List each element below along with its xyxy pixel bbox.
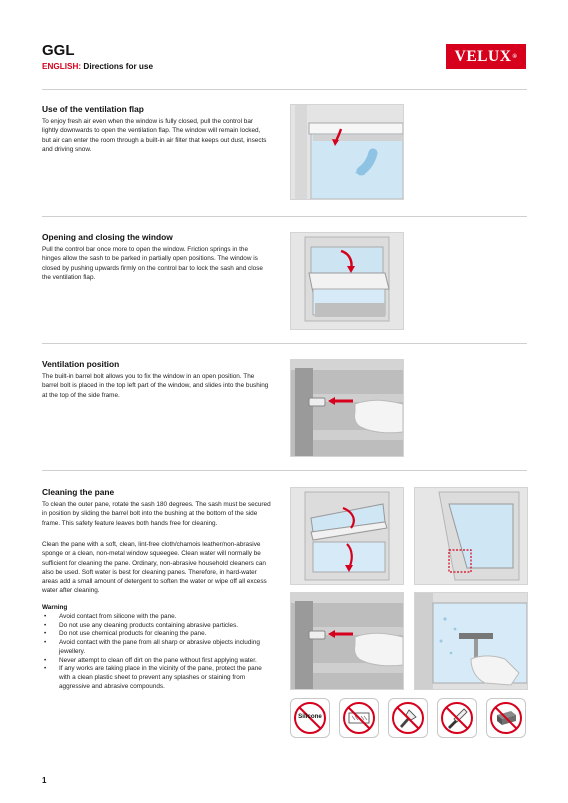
logo-text: VELUX <box>454 47 512 65</box>
section-body-cleaning-method: Clean the pane with a soft, clean, lint-free cloth/chamois leather/non-abrasive sponge or a clean, non-metal window squeegee. Clean water will normally be sufficient for cleaning the pane. Ordinary, non-abrasive household cleaners can also be used. Soft water is best for cleaning panes. Therefore, in hard-water areas add a small amount of detergent to soften the water or wipe off all excess water after cleaning. <box>42 541 267 595</box>
document-title: GGL <box>42 42 75 59</box>
figure-squeegee <box>414 592 528 690</box>
section-body-cleaning-intro: To clean the outer pane, rotate the sash 180 degrees. The sash must be secured in position by sliding the barrel bolt into the bushing at the bottom of the side frame. This safety feature leaves both hands free for cleaning. <box>42 501 271 527</box>
no-abrasive-icon <box>339 698 379 738</box>
velux-logo <box>446 44 526 69</box>
warning-heading: Warning <box>42 604 68 611</box>
figure-rotate-sash <box>290 487 404 585</box>
no-scraper-icon <box>388 698 428 738</box>
warning-item: • If any works are taking place in the vicinity of the pane, protect the pane with a clean plastic sheet to prevent any splashes or staining from aggressive and abrasive compounds. <box>42 665 274 691</box>
silicone-label: Silicone <box>298 713 322 720</box>
subtitle-text: Directions for use <box>81 62 154 71</box>
no-silicone-icon <box>290 698 330 738</box>
figure-ventilation-flap <box>290 104 404 200</box>
divider <box>42 216 527 217</box>
divider <box>42 343 527 344</box>
subtitle-language: ENGLISH: <box>42 62 82 71</box>
divider <box>42 470 527 471</box>
figure-bottom-bushing <box>414 487 528 585</box>
warning-item: • Avoid contact from silicone with the pane. <box>42 613 274 622</box>
warning-item: • Never attempt to clean off dirt on the pane without first applying water. <box>42 657 274 666</box>
warning-list <box>42 613 274 691</box>
section-body-ventilation-position: The built-in barrel bolt allows you to fix the window in an open position. The barrel bolt is placed in the top left part of the window, and slides into the bushing at the top of the side frame. <box>42 373 269 399</box>
section-heading-opening-closing: Opening and closing the window <box>42 232 173 242</box>
no-abrasive-sponge-icon <box>486 698 526 738</box>
section-body-ventilation-flap: To enjoy fresh air even when the window is fully closed, pull the control bar lightly downwards to open the ventilation flap. The window will remain locked, but air can enter the room through a built-in air filter that keeps out dust, insects and driving snow. <box>42 118 267 153</box>
figure-barrel-bolt <box>290 359 404 457</box>
section-heading-ventilation-position: Ventilation position <box>42 359 120 369</box>
document-subtitle <box>42 62 153 71</box>
page-number: 1 <box>42 776 47 785</box>
section-heading-ventilation-flap: Use of the ventilation flap <box>42 104 144 114</box>
divider <box>42 89 527 90</box>
warning-item: • Do not use chemical products for cleaning the pane. <box>42 630 274 639</box>
figure-secure-bolt <box>290 592 404 690</box>
logo-registered-mark: ® <box>512 53 518 60</box>
figure-opening-window <box>290 232 404 330</box>
no-knife-icon <box>437 698 477 738</box>
warning-item: • Do not use any cleaning products containing abrasive particles. <box>42 622 274 631</box>
section-body-opening-closing: Pull the control bar once more to open the window. Friction springs in the hinges allow the sash to be parked in partially open positions. The window is closed by pushing upwards firmly on the control bar to lock the sash and close the ventilation flap. <box>42 246 263 281</box>
warning-item: • Avoid contact with the pane from all sharp or abrasive objects including jewellery. <box>42 639 274 656</box>
section-heading-cleaning: Cleaning the pane <box>42 487 115 497</box>
